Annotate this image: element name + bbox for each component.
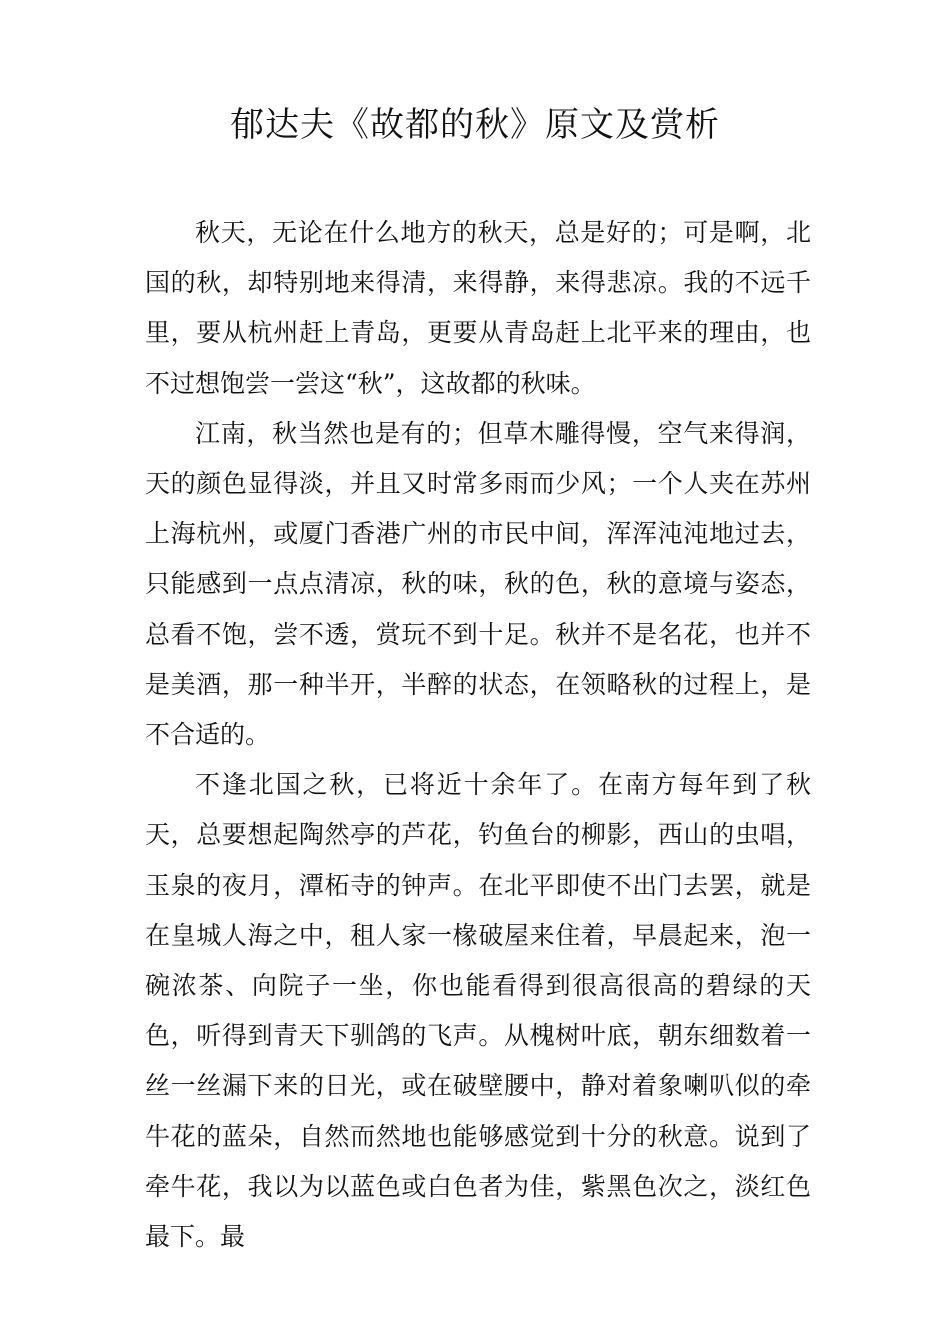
paragraph: 不逢北国之秋，已将近十余年了。在南方每年到了秋天，总要想起陶然亭的芦花，钓鱼台的柳影，西山的虫唱，玉泉的夜月，潭柘寺的钟声。在北平即使不出门去罢，就是在皇城人海之中，租人家一椽破屋来住着，早晨起来，泡一碗浓茶、向院子一坐，你也能看得到很高很高的碧绿的天色，听得到青天下驯鸽的飞声。从槐树叶底，朝东细数着一丝一丝漏下来的日光，或在破壁腰中，静对着象喇叭似的牵牛花的蓝朵，自然而然地也能够感觉到十分的秋意。说到了牵牛花，我以为以蓝色或白色者为佳，紫黑色次之，淡红色最下。最	[145, 770, 811, 1252]
paragraph: 江南，秋当然也是有的；但草木雕得慢，空气来得润，天的颜色显得淡，并且又时常多雨而少风；一个人夹在苏州上海杭州，或厦门香港广州的市民中间，浑浑沌沌地过去，只能感到一点点清凉，秋的味，秋的色，秋的意境与姿态，总看不饱，尝不透，赏玩不到十足。秋并不是名花，也并不是美酒，那一种半开，半醉的状态，在领略秋的过程上，是不合适的。	[145, 418, 811, 750]
paragraph: 秋天，无论在什么地方的秋天，总是好的；可是啊，北国的秋，却特别地来得清，来得静，来得悲凉。我的不远千里，要从杭州赶上青岛，更要从青岛赶上北平来的理由，也不过想饱尝一尝这“秋”，这故都的秋味。	[145, 218, 811, 398]
document-title: 郁达夫《故都的秋》原文及赏析	[230, 105, 720, 145]
document-body	[145, 208, 811, 1262]
